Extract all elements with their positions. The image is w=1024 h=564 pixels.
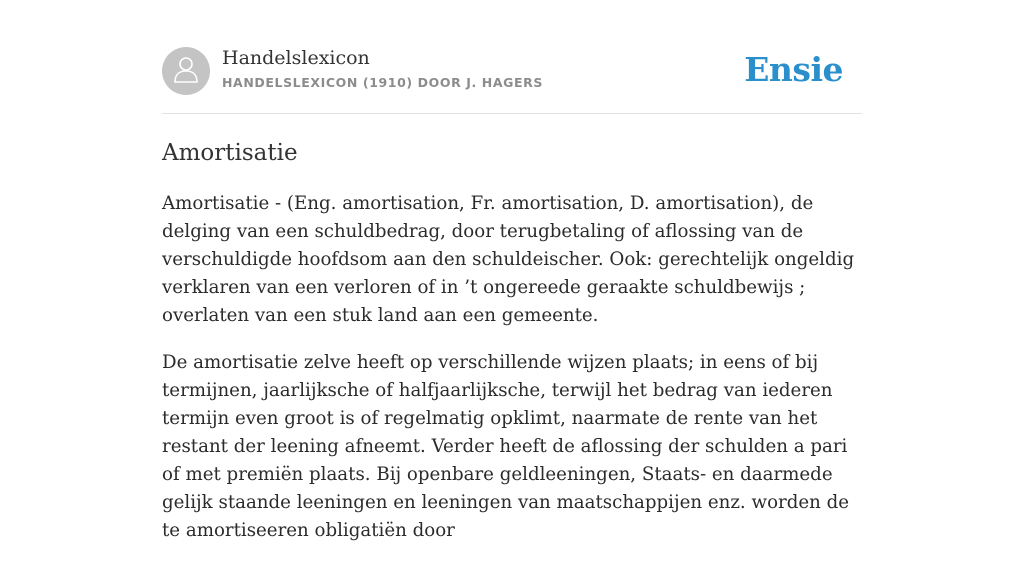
header-divider	[162, 113, 862, 114]
source-title[interactable]: Handelslexicon	[222, 47, 370, 69]
ensie-logo-link[interactable]: Ensie	[744, 50, 843, 89]
entry-paragraph: De amortisatie zelve heeft op verschillende wijzen plaats; in eens of bij termijnen, jaarlijksche of halfjaarlijksche, terwijl het bedrag van iederen termijn even groot is of regelmatig opklimt, naarmate de rente van het restant der leening afneemt. Verder heeft de aflossing der schulden a pari of met premiën plaats. Bij openbare geldleeningen, Staats- en daarmede gelijk staande leeningen en leeningen van maatschappijen enz. worden de te amortiseeren obligatiën door	[162, 352, 850, 541]
entry-body	[162, 190, 864, 564]
user-silhouette-icon	[172, 54, 200, 88]
avatar[interactable]	[162, 47, 210, 95]
entry-paragraph: Amortisatie - (Eng. amortisation, Fr. amortisation, D. amortisation), de delging van een schuldbedrag, door terugbetaling of aflossing van de verschuldigde hoofdsom aan den schuldeischer. Ook: gerechtelijk ongeldig verklaren van een verloren of in ’t ongereede geraakte schuldbewijs ; overlaten van een stuk land aan een gemeente.	[162, 193, 855, 326]
source-subtitle[interactable]: HANDELSLEXICON (1910) DOOR J. HAGERS	[222, 75, 543, 90]
source-header	[162, 47, 862, 97]
entry-title: Amortisatie	[162, 140, 298, 166]
